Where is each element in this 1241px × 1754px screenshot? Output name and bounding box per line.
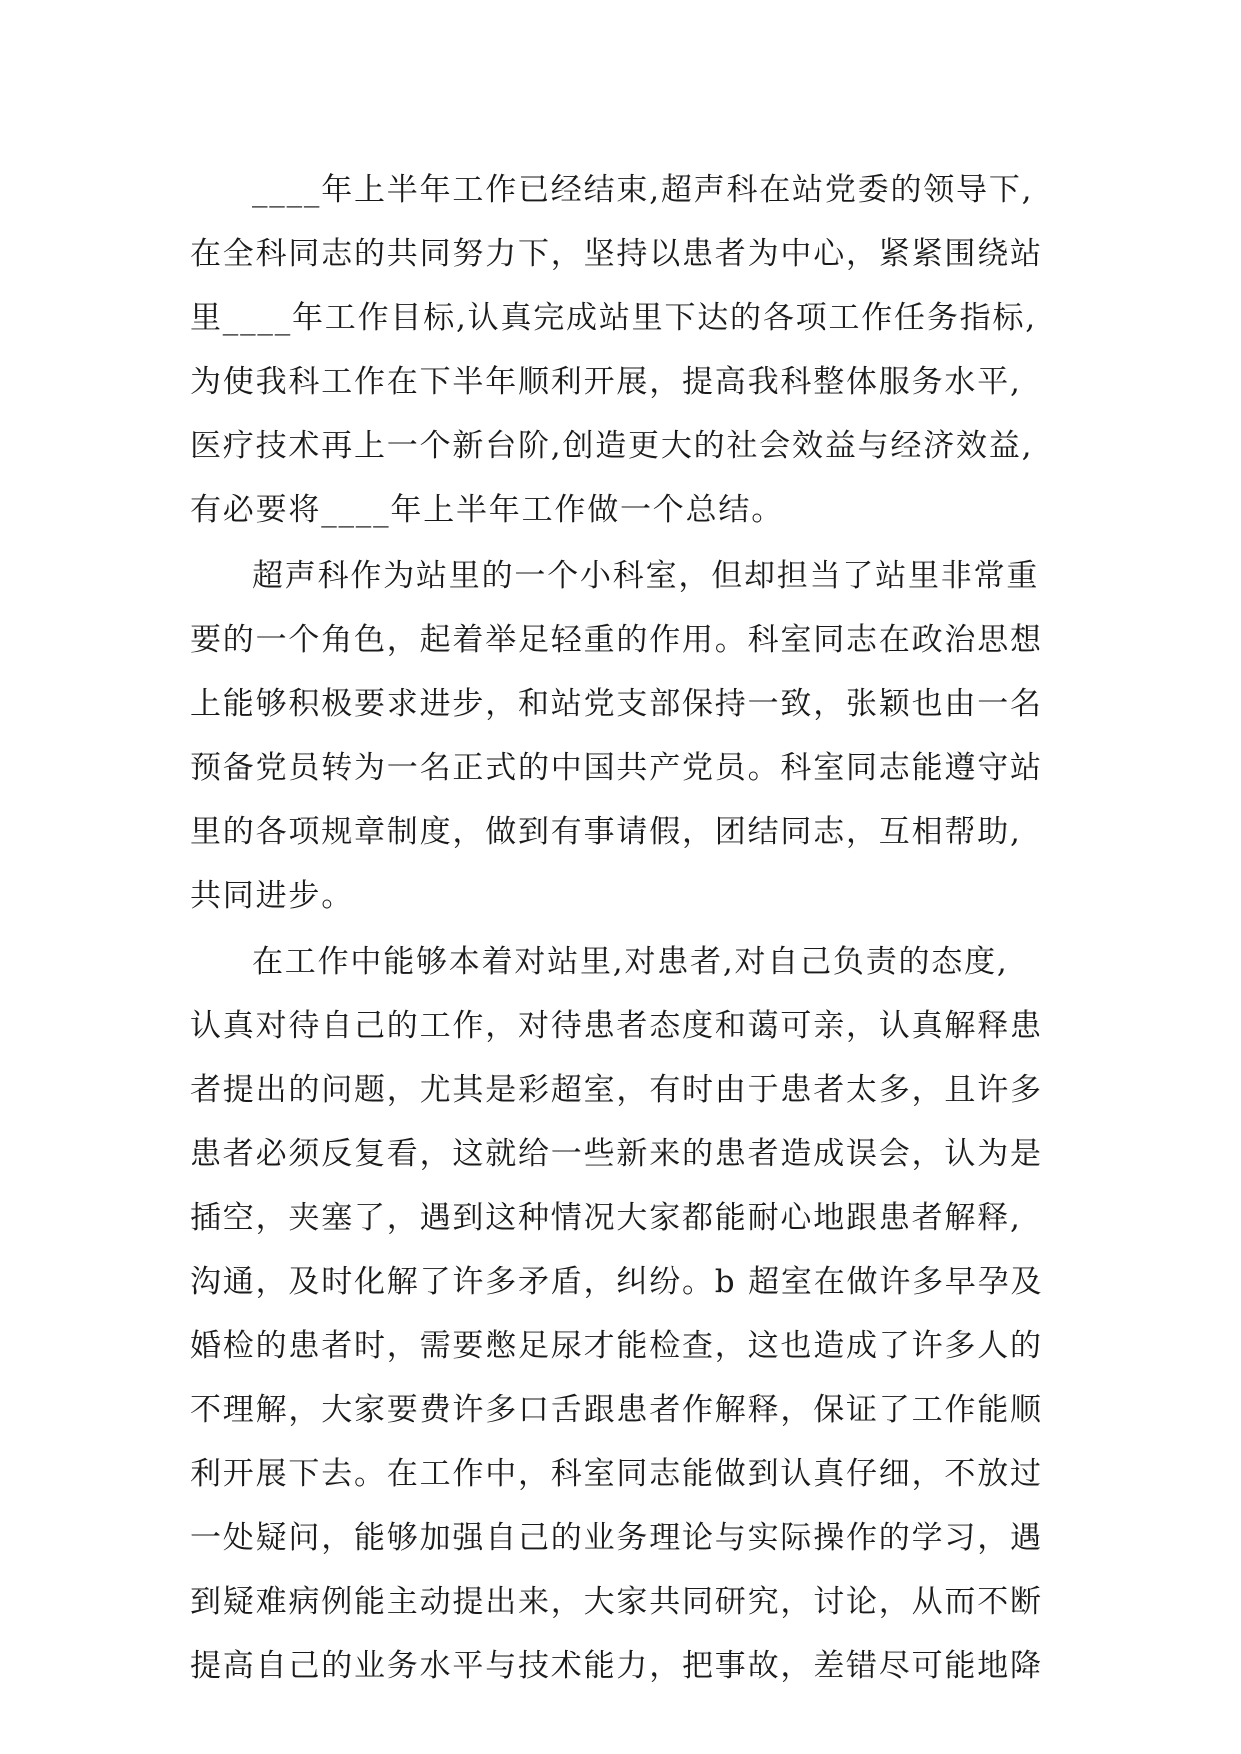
text-line: 不理解，大家要费许多口舌跟患者作解释，保证了工作能顺: [190, 1392, 1043, 1428]
text-line: 在全科同志的共同努力下，坚持以患者为中心，紧紧围绕站: [190, 236, 1043, 272]
text-line: 医疗技术再上一个新台阶,创造更大的社会效益与经济效益,: [190, 428, 1034, 464]
text-line: 在工作中能够本着对站里,对患者,对自己负责的态度,: [252, 944, 1009, 980]
text-line: 者提出的问题，尤其是彩超室，有时由于患者太多，且许多: [190, 1072, 1043, 1108]
text-line: 婚检的患者时，需要憋足尿才能检查，这也造成了许多人的: [190, 1328, 1043, 1364]
text-line: 有必要将____年上半年工作做一个总结。: [190, 492, 784, 528]
paragraph-2: [190, 544, 1090, 928]
text-line: 患者必须反复看，这就给一些新来的患者造成误会，认为是: [190, 1136, 1043, 1172]
text-line: 里的各项规章制度，做到有事请假，团结同志，互相帮助,: [190, 814, 1022, 850]
text-line: 要的一个角色，起着举足轻重的作用。科室同志在政治思想: [190, 622, 1043, 658]
text-line: 提高自己的业务水平与技术能力，把事故，差错尽可能地降: [190, 1648, 1043, 1684]
text-line: 认真对待自己的工作，对待患者态度和蔼可亲，认真解释患: [190, 1008, 1043, 1044]
text-line: 上能够积极要求进步，和站党支部保持一致，张颖也由一名: [190, 686, 1043, 722]
text-line: 利开展下去。在工作中，科室同志能做到认真仔细，不放过: [190, 1456, 1043, 1492]
text-line: 超声科作为站里的一个小科室，但却担当了站里非常重: [252, 558, 1040, 594]
text-line: 共同进步。: [190, 878, 354, 914]
text-line: 一处疑问，能够加强自己的业务理论与实际操作的学习，遇: [190, 1520, 1043, 1556]
text-line: ____年上半年工作已经结束,超声科在站党委的领导下,: [252, 172, 1034, 208]
text-line: 预备党员转为一名正式的中国共产党员。科室同志能遵守站: [190, 750, 1043, 786]
text-line: 为使我科工作在下半年顺利开展，提高我科整体服务水平,: [190, 364, 1022, 400]
text-line: 到疑难病例能主动提出来，大家共同研究，讨论，从而不断: [190, 1584, 1043, 1620]
text-line: 沟通，及时化解了许多矛盾，纠纷。b 超室在做许多早孕及: [190, 1264, 1044, 1300]
text-line: 插空，夹塞了，遇到这种情况大家都能耐心地跟患者解释,: [190, 1200, 1022, 1236]
text-line: 里____年工作目标,认真完成站里下达的各项工作任务指标,: [190, 300, 1037, 336]
paragraph-3: [190, 930, 1090, 1698]
document-body: [190, 158, 1090, 1698]
paragraph-1: [190, 158, 1090, 542]
